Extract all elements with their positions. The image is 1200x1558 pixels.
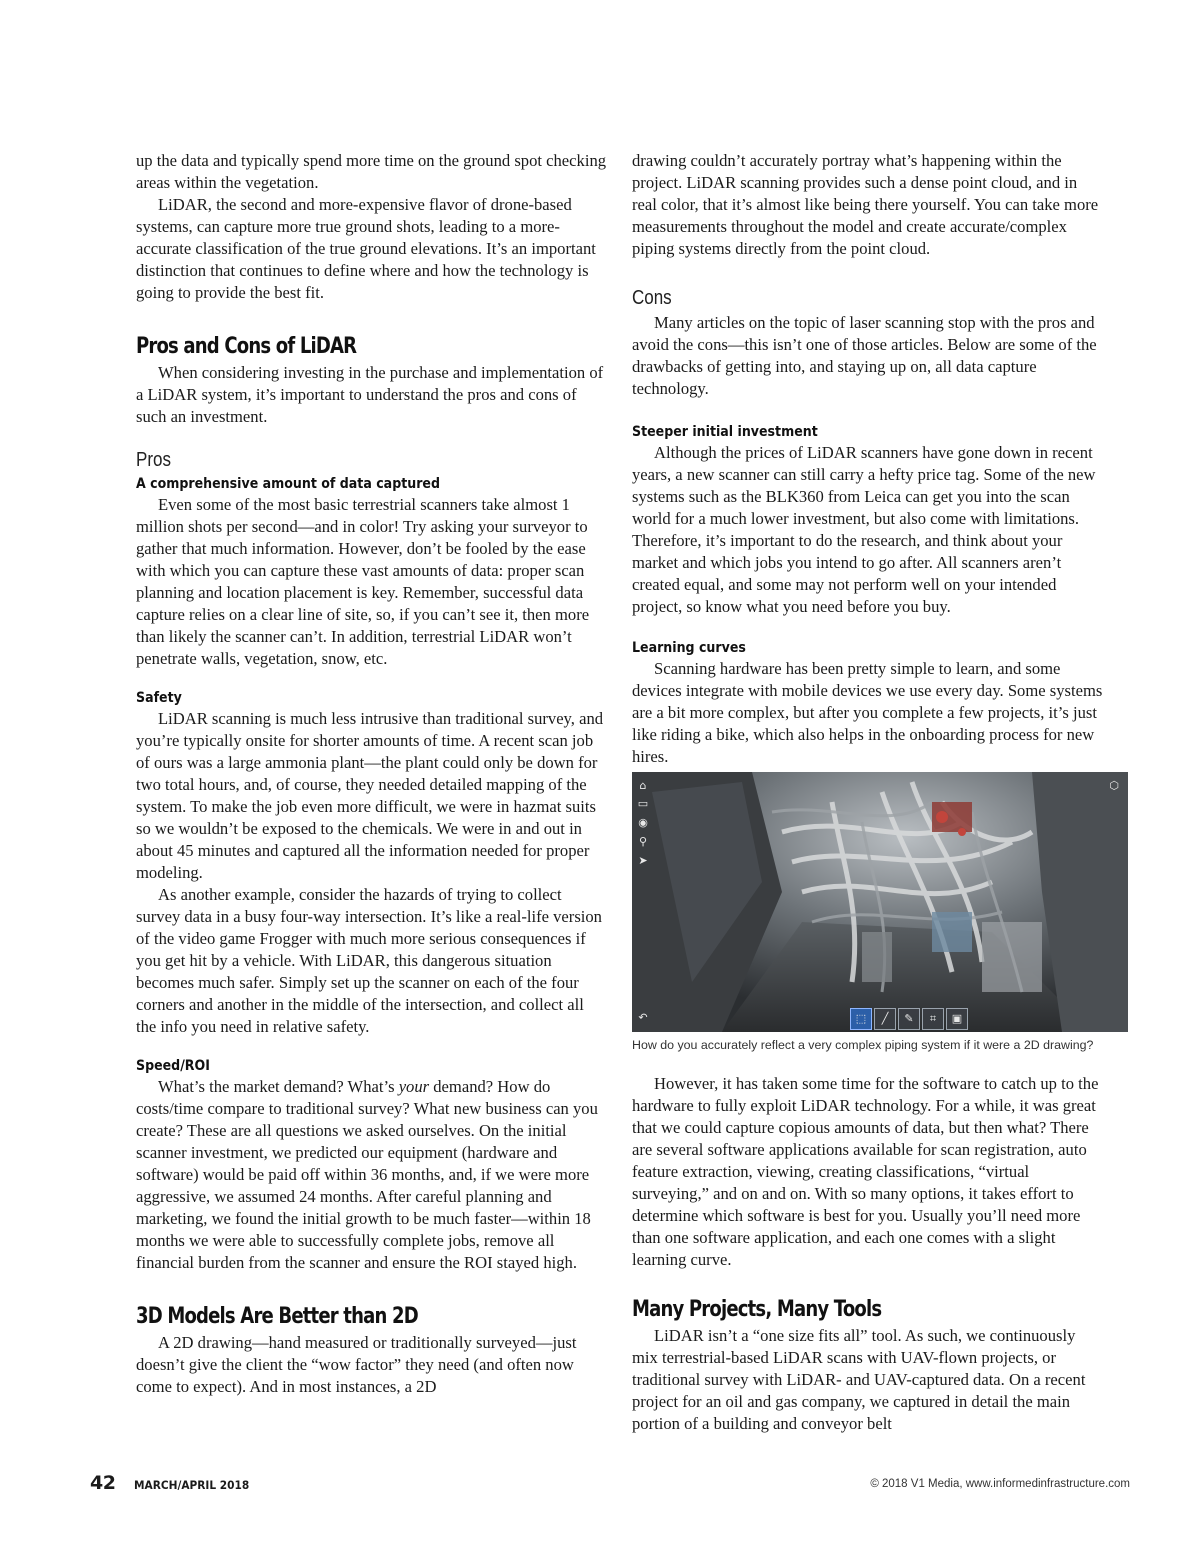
home-icon[interactable]: ⌂ [639, 779, 647, 792]
zoom-icon[interactable]: ⚲ [638, 835, 648, 848]
back-arrow-icon[interactable]: ↶ [638, 1011, 648, 1024]
paragraph: As another example, consider the hazards of trying to collect survey data in a busy four-way intersection. It’s like a real-life version of the video game Frogger with much more serious consequences if you get hit by a vehicle. With LiDAR, this dangerous situation becomes much safer. Simply set up the scanner on each of the four corners and another in the middle of the intersection, and collect all the info you need in relative safety. [136, 885, 602, 1036]
crop-icon[interactable]: ⌗ [922, 1008, 944, 1030]
paragraph: Although the prices of LiDAR scanners have gone down in recent years, a new scanner can still carry a hefty price tag. Some of the new systems such as the BLK360 from Leica can get you into the scan world for a much lower investment, but also come with limitations. Therefore, it’s important to do the research, and think about your market and which jobs you intend to go after. All scanners aren’t created equal, and some may not perform well on your intended project, so know what you need before you buy. [632, 443, 1096, 616]
subheading-cons: Cons [632, 287, 672, 309]
paragraph: up the data and typically spend more time on the ground spot checking areas within the vegetation. [136, 151, 607, 192]
compass-icon[interactable]: ⬡ [1109, 779, 1119, 792]
copyright-notice: © 2018 V1 Media, www.informedinfrastructure.com [870, 1478, 1130, 1490]
paragraph: LiDAR, the second and more-expensive flavor of drone-based systems, can capture more true ground shots, leading to a more-accurate classification of the true ground elevations. It’s an important distinction that continues to define where and how the technology is going to provide the best fit. [136, 195, 596, 302]
section-heading-3d-models: 3D Models Are Better than 2D [136, 1304, 418, 1329]
paragraph: However, it has taken some time for the software to catch up to the hardware to fully exploit LiDAR technology. For a while, it was great that we could capture copious amounts of data, but then what? There are several software applications available for scan registration, auto feature extraction, viewing, creating classifications, “virtual surveying,” and on and on. With so many options, it takes effort to determine which software is best for you. Usually you’ll need more than one software application, and each one comes with a slight learning curve. [632, 1074, 1099, 1269]
paragraph: Even some of the most basic terrestrial scanners take almost 1 million shots per second—and in color! Try asking your surveyor to gather that much information. However, don’t be fooled by the ease with which you can capture these vast amounts of data: proper scan planning and location placement is key. Remember, successful data capture relies on a clear line of site, so, if you can’t see it, then more than likely the scanner can’t. In addition, terrestrial LiDAR won’t penetrate walls, vegetation, snow, etc. [136, 495, 590, 668]
page-number: 42 [90, 1472, 116, 1494]
emphasis: your [398, 1077, 430, 1096]
figure-caption: How do you accurately reflect a very complex piping system if it were a 2D drawing? [632, 1038, 1094, 1052]
subsection-heading-data-captured: A comprehensive amount of data captured [136, 476, 440, 492]
section-heading-many-projects: Many Projects, Many Tools [632, 1297, 882, 1322]
subheading-pros: Pros [136, 449, 171, 471]
subsection-heading-safety: Safety [136, 690, 182, 706]
viewer-bottom-toolbar [850, 1008, 968, 1032]
issue-date: MARCH/APRIL 2018 [134, 1478, 250, 1492]
paragraph: When considering investing in the purchase and implementation of a LiDAR system, it’s important to understand the pros and cons of such an investment. [136, 363, 604, 426]
right-column [632, 150, 1119, 1435]
page-footer [90, 1472, 1130, 1502]
viewer-side-toolbar [632, 772, 654, 1032]
subsection-heading-speed-roi: Speed/ROI [136, 1058, 210, 1074]
paragraph [136, 1076, 608, 1274]
point-cloud-image [632, 772, 1128, 1032]
snapshot-icon[interactable]: ▣ [946, 1008, 968, 1030]
subsection-heading-investment: Steeper initial investment [632, 424, 818, 440]
select-area-icon[interactable]: ⬚ [850, 1008, 872, 1030]
section-heading-pros-cons: Pros and Cons of LiDAR [136, 334, 357, 359]
orbit-icon[interactable]: ◉ [638, 816, 648, 829]
paragraph: A 2D drawing—hand measured or traditionally surveyed—just doesn’t give the client the “wow factor” they need (and often now come to expect). And in most instances, a 2D [136, 1333, 577, 1396]
monitor-icon[interactable]: ▭ [637, 797, 649, 810]
markup-icon[interactable]: ✎ [898, 1008, 920, 1030]
paragraph: LiDAR scanning is much less intrusive than traditional survey, and you’re typically onsite for shorter amounts of time. A recent scan job of ours was a large ammonia plant—the plant could only be down for two total hours, and, of course, they needed detailed mapping of the system. To make the job even more difficult, we were in hazmat suits so we wouldn’t be exposed to the chemicals. We were in and out in about 45 minutes and captured all the information needed for proper modeling. [136, 709, 604, 882]
point-cloud-figure [632, 772, 1128, 1032]
text-run: What’s the market demand? What’s [158, 1077, 399, 1096]
measure-line-icon[interactable]: ╱ [874, 1008, 896, 1030]
navigate-icon[interactable]: ➤ [638, 854, 648, 867]
text-run: demand? How do costs/time compare to traditional survey? What new business can you create? These are all questions we asked ourselves. On the initial scanner investment, we predicted our equipment (hardware and software) would be paid off within 36 months, and, if we were more aggressive, we assumed 24 months. After careful planning and marketing, we found the initial growth to be much faster—within 18 months we were able to successfully complete jobs, remove all financial burden from the scanner and ensure the ROI stayed high. [136, 1077, 598, 1272]
paragraph: drawing couldn’t accurately portray what’s happening within the project. LiDAR scanning provides such a dense point cloud, and in real color, that it’s almost like being there yourself. You can take more measurements throughout the model and create accurate/complex piping systems directly from the point cloud. [632, 151, 1099, 258]
paragraph: Scanning hardware has been pretty simple to learn, and some devices integrate with mobile devices we use every day. Some systems are a bit more complex, but after you complete a few projects, it’s just like riding a bike, which also helps in the onboarding process for new hires. [632, 659, 1103, 766]
paragraph: Many articles on the topic of laser scanning stop with the pros and avoid the cons—this isn’t one of those articles. Below are some of the drawbacks of getting into, and staying up on, all data capture technology. [632, 313, 1097, 398]
subsection-heading-learning-curves: Learning curves [632, 640, 746, 656]
paragraph: LiDAR isn’t a “one size fits all” tool. As such, we continuously mix terrestrial-based LiDAR scans with UAV-flown projects, or traditional survey with LiDAR- and UAV-captured data. On a recent project for an oil and gas company, we captured in detail the main portion of a building and conveyor belt [632, 1326, 1086, 1433]
left-column [136, 150, 608, 1398]
